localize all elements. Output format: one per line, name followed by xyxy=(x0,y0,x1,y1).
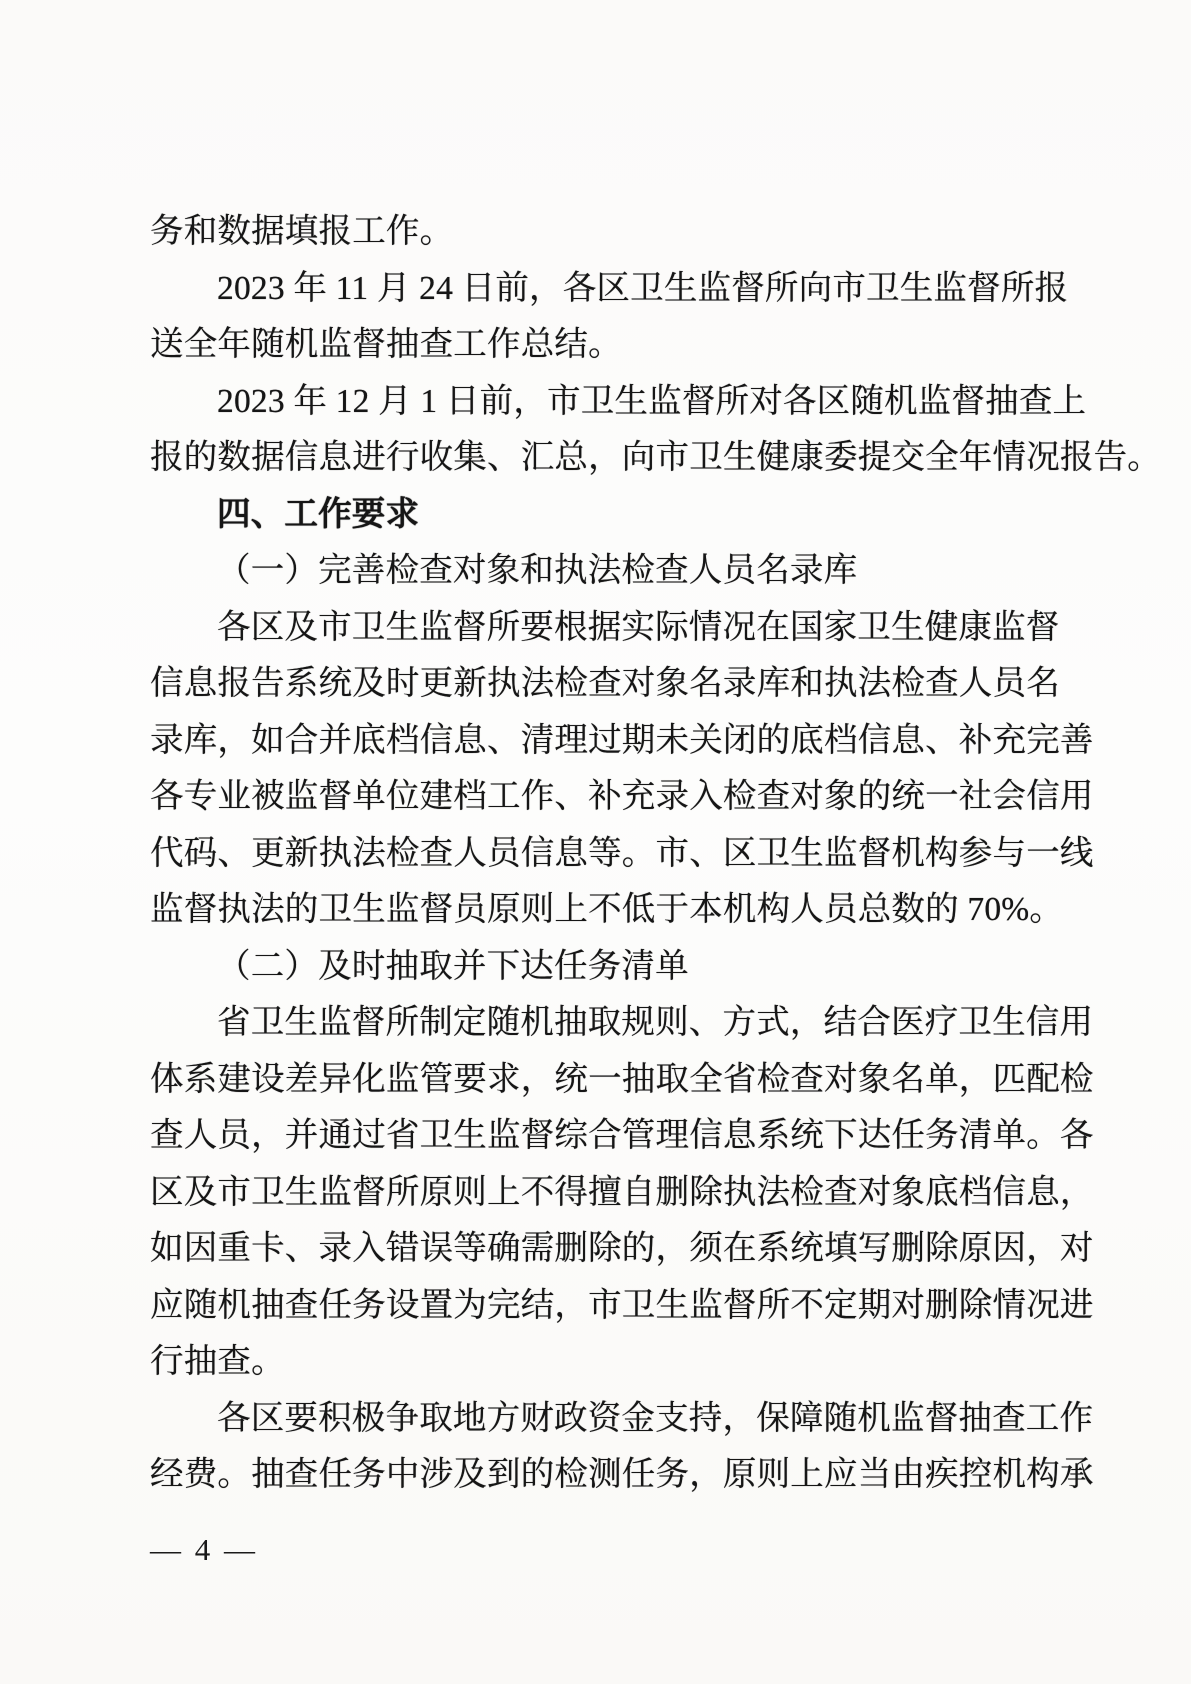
document-line: 送全年随机监督抽查工作总结。 xyxy=(150,326,622,363)
document-line: 代码、更新执法检查人员信息等。市、区卫生监督机构参与一线 xyxy=(150,834,1094,872)
document-line: 报的数据信息进行收集、汇总，向市卫生健康委提交全年情况报告。 xyxy=(150,439,1161,476)
document-line: 监督执法的卫生监督员原则上不低于本机构人员总数的 70%。 xyxy=(150,891,1064,928)
document-line: 查人员，并通过省卫生监督综合管理信息系统下达任务清单。各 xyxy=(150,1117,1094,1154)
document-line: 录库，如合并底档信息、清理过期未关闭的底档信息、补充完善 xyxy=(150,721,1094,759)
document-line: 区及市卫生监督所原则上不得擅自删除执法检查对象底档信息， xyxy=(150,1173,1094,1211)
document-line: 省卫生监督所制定随机抽取规则、方式，结合医疗卫生信用 xyxy=(217,1004,1094,1041)
document-line: 2023 年 11 月 24 日前，各区卫生监督所向市卫生监督所报 xyxy=(217,269,1069,307)
subsection-heading: （一）完善检查对象和执法检查人员名录库 xyxy=(217,552,858,589)
document-line: 各区要积极争取地方财政资金支持，保障随机监督抽查工作 xyxy=(217,1399,1094,1437)
subsection-heading: （二）及时抽取并下达任务清单 xyxy=(217,947,689,985)
document-line: 务和数据填报工作。 xyxy=(150,213,454,250)
section-heading: 四、工作要求 xyxy=(217,495,420,533)
document-body xyxy=(150,204,1161,1504)
document-line: 经费。抽查任务中涉及到的检测任务，原则上应当由疾控机构承 xyxy=(150,1456,1094,1493)
document-line: 各专业被监督单位建档工作、补充录入检查对象的统一社会信用 xyxy=(150,778,1094,815)
document-line: 2023 年 12 月 1 日前，市卫生监督所对各区随机监督抽查上 xyxy=(217,382,1087,420)
page-number: — 4 — xyxy=(150,1532,258,1567)
document-line: 应随机抽查任务设置为完结，市卫生监督所不定期对删除情况进 xyxy=(150,1286,1094,1324)
document-line: 各区及市卫生监督所要根据实际情况在国家卫生健康监督 xyxy=(217,608,1060,646)
document-line: 如因重卡、录入错误等确需删除的，须在系统填写删除原因，对 xyxy=(150,1230,1094,1267)
document-line: 体系建设差异化监管要求，统一抽取全省检查对象名单，匹配检 xyxy=(150,1060,1094,1098)
document-line: 信息报告系统及时更新执法检查对象名录库和执法检查人员名 xyxy=(150,665,1060,702)
document-line: 行抽查。 xyxy=(150,1343,285,1380)
